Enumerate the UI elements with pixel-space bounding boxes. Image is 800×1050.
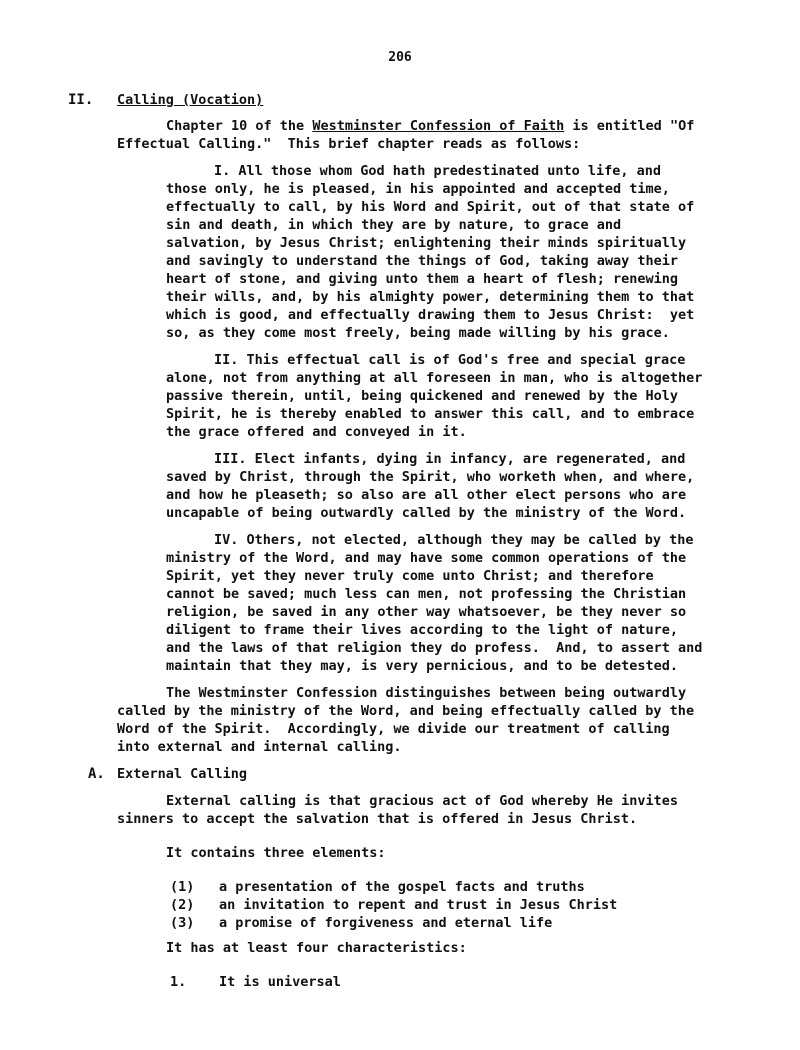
quote-IV-line: IV. Others, not elected, although they may be called by the (214, 532, 694, 548)
summary-line: called by the ministry of the Word, and being effectually called by the (117, 703, 695, 719)
quote-I-line: which is good, and effectually drawing them to Jesus Christ: yet (166, 307, 695, 323)
summary-line: Word of the Spirit. Accordingly, we divide our treatment of calling (117, 721, 670, 737)
quote-IV-line: and the laws of that religion they do profess. And, to assert and (166, 640, 703, 656)
intro-line-1: Chapter 10 of the Westminster Confession of Faith is entitled "Of (166, 118, 695, 134)
quote-II-line: the grace offered and conveyed in it. (166, 424, 467, 440)
external-def-line: External calling is that gracious act of God whereby He invites (166, 793, 679, 809)
elements-intro: It contains three elements: (166, 845, 386, 861)
element-number: (1) (170, 879, 195, 895)
quote-I-line: I. All those whom God hath predestinated unto life, and (214, 163, 662, 179)
confession-title: Westminster Confession of Faith (312, 118, 565, 134)
quote-I-line: effectually to call, by his Word and Spirit, out of that state of (166, 199, 695, 215)
quote-III-line: and how he pleaseth; so also are all other elect persons who are (166, 487, 687, 503)
quote-IV-line: ministry of the Word, and may have some common operations of the (166, 550, 687, 566)
intro-line-2: Effectual Calling." This brief chapter reads as follows: (117, 136, 581, 152)
quote-II-line: Spirit, he is thereby enabled to answer this call, and to embrace (166, 406, 695, 422)
quote-III-line: III. Elect infants, dying in infancy, are regenerated, and (214, 451, 686, 467)
subsection-title: External Calling (117, 766, 248, 782)
external-def-line: sinners to accept the salvation that is offered in Jesus Christ. (117, 811, 638, 827)
quote-IV-line: cannot be saved; much less can men, not professing the Christian (166, 586, 687, 602)
summary-line: The Westminster Confession distinguishes between being outwardly (166, 685, 687, 701)
characteristics-intro: It has at least four characteristics: (166, 940, 467, 956)
element-text: a promise of forgiveness and eternal life (219, 915, 553, 931)
element-number: (3) (170, 915, 195, 931)
quote-III-line: saved by Christ, through the Spirit, who worketh when, and where, (166, 469, 695, 485)
subsection-letter: A. (88, 766, 105, 782)
quote-I-line: heart of stone, and giving unto them a heart of flesh; renewing (166, 271, 679, 287)
element-text: an invitation to repent and trust in Jesus Christ (219, 897, 618, 913)
quote-I-line: so, as they come most freely, being made willing by his grace. (166, 325, 670, 341)
quote-II-line: passive therein, until, being quickened and renewed by the Holy (166, 388, 679, 404)
element-number: (2) (170, 897, 195, 913)
characteristic-text: It is universal (219, 974, 341, 990)
element-text: a presentation of the gospel facts and truths (219, 879, 585, 895)
quote-IV-line: religion, be saved in any other way whatsoever, be they never so (166, 604, 687, 620)
quote-III-line: uncapable of being outwardly called by the ministry of the Word. (166, 505, 687, 521)
quote-I-line: sin and death, in which they are by nature, to grace and (166, 217, 622, 233)
quote-I-line: those only, he is pleased, in his appointed and accepted time, (166, 181, 670, 197)
quote-IV-line: diligent to frame their lives according to the light of nature, (166, 622, 679, 638)
quote-II-line: II. This effectual call is of God's free and special grace (214, 352, 686, 368)
section-title: Calling (Vocation) (117, 92, 264, 108)
characteristic-number: 1. (170, 974, 187, 990)
quote-II-line: alone, not from anything at all foreseen in man, who is altogether (166, 370, 703, 386)
quote-I-line: their wills, and, by his almighty power, determining them to that (166, 289, 695, 305)
page-number: 206 (388, 50, 412, 65)
quote-IV-line: Spirit, yet they never truly come unto Christ; and therefore (166, 568, 654, 584)
section-number: II. (68, 92, 94, 108)
quote-I-line: salvation, by Jesus Christ; enlightening their minds spiritually (166, 235, 687, 251)
summary-line: into external and internal calling. (117, 739, 402, 755)
quote-I-line: and savingly to understand the things of God, taking away their (166, 253, 679, 269)
quote-IV-line: maintain that they may, is very pernicious, and to be detested. (166, 658, 679, 674)
